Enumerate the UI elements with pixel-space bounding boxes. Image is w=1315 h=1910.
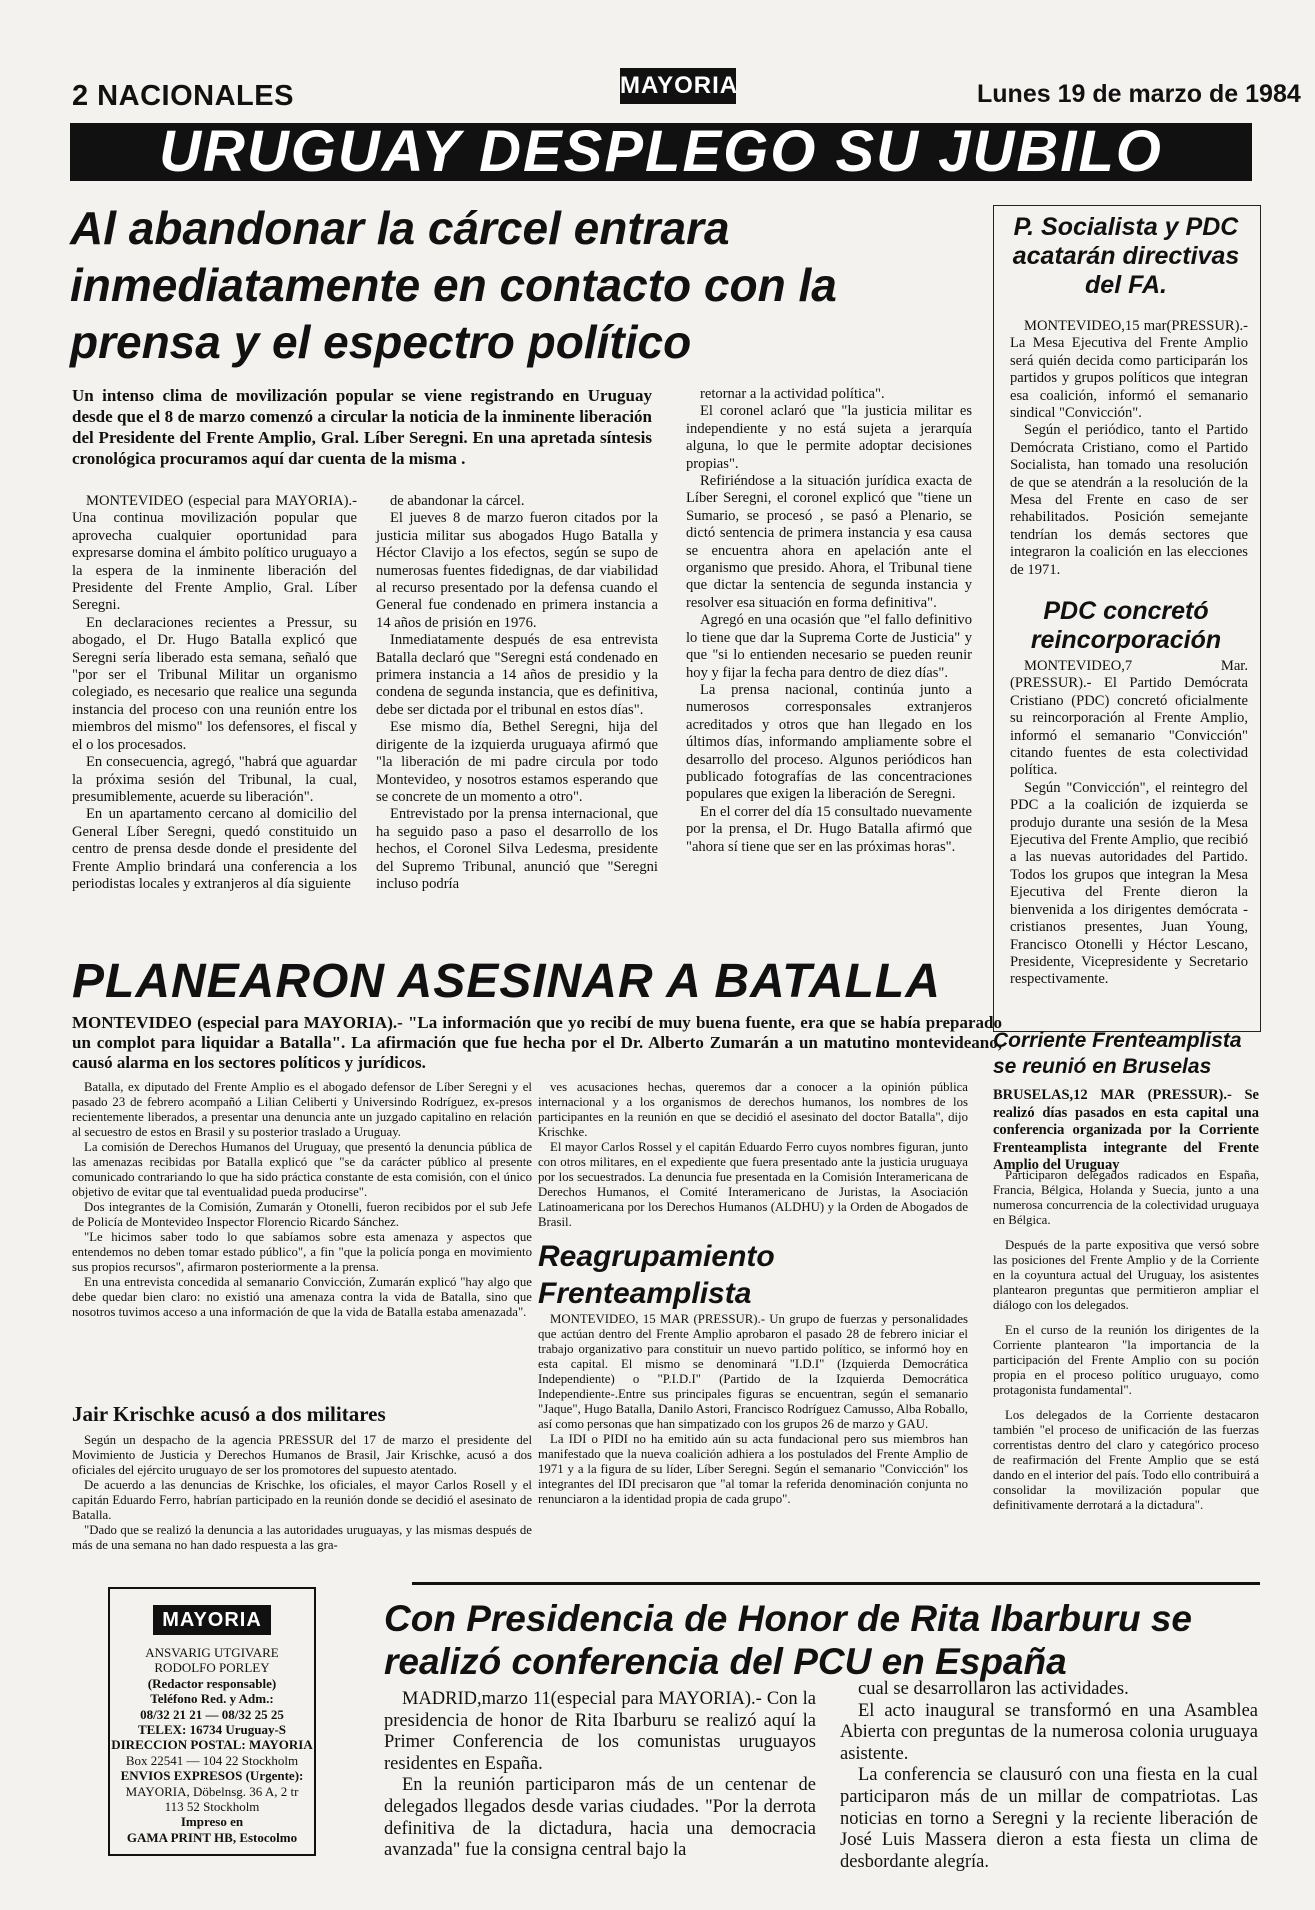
paragraph: Batalla, ex diputado del Frente Amplio es el abogado defensor de Líber Seregni y el pasado 23 de febrero acompañó a Lilian Celiberti y Universindo Rodríguez, ex-presos recientemente liberados, a presentar una denuncia ante un juzgado capitalino en relación al secuestro de estos en Brasil y su posterior traslado a Uruguay. [72,1080,532,1139]
paragraph: El mayor Carlos Rossel y el capitán Eduardo Ferro cuyos nombres figuran, junto con otros militares, en el expediente que fuera presentado ante la justicia uruguaya por los secuestrados. La denuncia fue presentada en la Comisión Interamericana de Derechos Humanos, el Comité Interamericano de Juristas, la Asociación Latinoamericana por los Derechos Humanos (ALDHU) y la Orden de Abogados de Brasil. [538,1140,968,1229]
box-line: GAMA PRINT HB, Estocolmo [126,1829,298,1845]
masthead-info-box [108,1587,316,1856]
sidebar-headline-2: PDC concretó reincorporación [1030,597,1222,654]
planearon-column-1 [72,1080,532,1320]
paragraph: En la reunión participaron más de un centenar de delegados llegados desde varias ciudades. "Por la derrota definitiva de la dictadura, hacia una democracia avanzada" fue la consigna central bajo la [384,1775,816,1861]
corriente-lead: BRUSELAS,12 MAR (PRESSUR).- Se realizó días pasados en esta capital una conferencia organizada por la Corriente Frenteamplista integrante del Frente Amplio del Uruguay [993,1087,1259,1173]
paragraph: Según un despacho de la agencia PRESSUR del 17 de marzo el presidente del Movimiento de Justicia y Derechos Humanos de Brasil, Jair Krischke, acusó a dos oficiales del ejército uruguayo de ser los promotores del supuesto atentado. [72,1433,532,1477]
box-line: DIRECCION POSTAL: MAYORIA [111,1737,313,1753]
paragraph: "Le hicimos saber todo lo que sabíamos sobre esta amenaza y aspectos que entendemos no deben tomar estado público", a fin "que la policía ponga en movimiento sus propios recursos", afirmaron posteriormente a la prensa. [72,1230,532,1274]
planearon-column-2 [538,1080,968,1230]
section-divider [412,1582,1260,1585]
paragraph: Según "Convicción", el reintegro del PDC a la coalición de izquierda se produjo durante una sesión de la Mesa Ejecutiva del Frente Amplio, que recibió a las nuevas autoridades del Partido. Todos los grupos que integran la Mesa Ejecutiva del Frente dieron la bienvenida a los dirigentes demócrata - cristianos presentes, Juan Young, Francisco Otonelli y Héctor Lescano, Presidente, Vicepresidente y Secretario respectivamente. [1010,779,1248,988]
paragraph: En un apartamento cercano al domicilio del General Líber Seregni, quedó constituido un centro de prensa desde donde el presidente del Frente Amplio brindará una conferencia a los periodistas locales y extranjeros al día siguiente [72,806,357,892]
paragraph: Después de la parte expositiva que versó sobre las posiciones del Frente Amplio y de la Corriente en la coyuntura actual del Uruguay, los asistentes plantearon preguntas que permitieron ampliar el diálogo con los delegados. [993,1238,1259,1312]
jair-headline: Jair Krischke acusó a dos militares [72,1402,386,1426]
pcu-column-1 [384,1689,816,1862]
paragraph: En una entrevista concedida al semanario Convicción, Zumarán explicó "hay algo que debe quedar bien claro: no existió una amenaza contra la vida de Batalla, sino que nosotros tuvimos acceso a una información de que la vida de Batalla estaba amenazada". [72,1275,532,1319]
main-headline: Al abandonar la cárcel entrara inmediatamente en contacto con la prensa y el espectro político [70,202,837,368]
box-line: 113 52 Stockholm [164,1799,260,1815]
main-column-3 [686,386,972,856]
box-line: 08/32 21 21 — 08/32 25 25 [140,1706,284,1722]
main-column-2 [376,493,658,893]
box-line: MAYORIA, Döbelnsg. 36 A, 2 tr [125,1783,299,1799]
paragraph: Entrevistado por la prensa internacional, que ha seguido paso a paso el desarrollo de los hechos, el Coronel Silva Ledesma, presidente del Supremo Tribunal, anunció que "Seregni incluso podría [376,806,658,892]
main-lead: Un intenso clima de movilización popular se viene registrando en Uruguay desde que el 8 de marzo comenzó a circular la noticia de la inminente liberación del Presidente del Frente Amplio, Gral. Líber Seregni. En una apretada síntesis cronológica procuramos aquí dar cuenta de la misma . [72,386,652,468]
main-column-1 [72,493,357,893]
paragraph: cual se desarrollaron las actividades. [858,1679,1129,1699]
box-logo: MAYORIA [153,1605,271,1635]
paragraph: La prensa nacional, continúa junto a numerosos corresponsales extranjeros acreditados y otros que han llegado en los últimos días, informando ampliamente sobre el desarrollo del proceso. Algunos periódicos han publicado fotografías de las concentraciones populares que exigen la liberación de Seregni. [686,681,972,803]
sidebar-body-1 [1010,318,1248,579]
paragraph: de abandonar la cárcel. [390,493,525,509]
corriente-headline: Corriente Frenteamplista se reunió en Bruselas [993,1029,1242,1078]
paragraph: Participaron delegados radicados en España, Francia, Bélgica, Holanda y Suecia, junto a una numerosa concurrencia de la colectividad uruguaya en Bélgica. [993,1168,1259,1227]
masthead-logo: MAYORIA [620,68,736,104]
sidebar-headline-1: P. Socialista y PDC acatarán directivas del FA. [1012,213,1240,299]
paragraph: Los delegados de la Corriente destacaron también "el proceso de unificación de las fuerzas correntistas dentro del claro y categórico proceso de reafirmación del Frente Amplio que se está dando en el interior del país. Todo ello contribuirá a consolidar la movilización popular que definitivamente derrotará a la dictadura". [993,1408,1259,1512]
paragraph: MONTEVIDEO, 15 MAR (PRESSUR).- Un grupo de fuerzas y personalidades que actúan dentro del Frente Amplio aprobaron el pasado 28 de febrero iniciar el trabajo organizativo para constituir un nuevo partido político, se informó hoy en esta capital. El mismo se denominará "I.D.I" (Izquierda Democrática Independiente) o "P.I.D.I" (Partido de la Izquierda Democrática Independiente-.Entre sus principales figuras se encuentran, según el semanario "Jaque", Hugo Batalla, Danilo Astori, Francisco Rodríguez Camusso, Alba Roballo, así como personas que han simpatizado con los grupos 26 de marzo y GAU. [538,1312,968,1431]
box-line: Box 22541 — 104 22 Stockholm [125,1752,299,1768]
box-line: (Redactor responsable) [147,1675,277,1691]
paragraph: La conferencia se clausuró con una fiesta en la cual participaron más de un millar de compatriotas. Las noticias en torno a Seregni y la reciente liberación de José Luis Massera dieron a esta fiesta un clima de desbordante alegría. [840,1765,1258,1872]
paragraph: MONTEVIDEO,15 mar(PRESSUR).- La Mesa Ejecutiva del Frente Amplio será quién decida como participarán los partidos y grupos políticos que integran esa coalición, informó el semanario sindical "Convicción". [1010,318,1248,422]
planearon-lead: MONTEVIDEO (especial para MAYORIA).- "La información que yo recibí de muy buena fuente, era que se había preparado un complot para liquidar a Batalla". La afirmación que fue hecha por el Dr. Alberto Zumarán a un matutino montevideano, causó alarma en los sectores políticos y jurídicos. [72,1013,1002,1072]
reagrupamiento-headline: Reagrupamiento Frenteamplista [538,1240,775,1310]
issue-date: Lunes 19 de marzo de 1984 [977,80,1301,108]
paragraph: La IDI o PIDI no ha emitido aún su acta fundacional pero sus miembros han manifestado que la nueva coalición adhiera a los postulados del Frente Amplio de 1971 y a la figura de su líder, Líber Seregni. Según el semanario "Convicción" los integrantes del IDI precisaron que "al tomar la referida denominación conjunta no renunciaron a la identidad propia de cada grupo". [538,1432,968,1506]
paragraph: De acuerdo a las denuncias de Krischke, los oficiales, el mayor Carlos Rosell y el capitán Eduardo Ferro, habrían participado en la reunión donde se decidió el asesinato de Batalla. [72,1478,532,1522]
box-line: Impreso en [180,1814,244,1830]
jair-body [72,1433,532,1553]
paragraph: MADRID,marzo 11(especial para MAYORIA).- Con la presidencia de honor de Rita Ibarburu se realizó aquí la Primer Conferencia de los comunistas uruguayos residentes en España. [384,1689,816,1774]
page-banner: URUGUAY DESPLEGO SU JUBILO [70,123,1252,181]
reagrupamiento-body [538,1312,968,1507]
pcu-headline: Con Presidencia de Honor de Rita Ibarburu se realizó conferencia del PCU en España [384,1598,1193,1682]
box-line: TELEX: 16734 Uruguay-S [137,1722,287,1738]
paragraph: En el correr del día 15 consultado nuevamente por la prensa, el Dr. Hugo Batalla afirmó que "ahora sí tiene que ser en las próximas horas". [686,803,972,855]
paragraph: Agregó en una ocasión que "el fallo definitivo lo tiene que dar la Suprema Corte de Justicia" y que "si lo entienden necesario se pueden reunir hoy y fijar la fecha para dentro de diez días". [686,612,972,681]
box-line: Teléfono Red. y Adm.: [150,1691,274,1707]
paragraph: Ese mismo día, Bethel Seregni, hija del dirigente de la izquierda uruguaya afirmó que "la liberación de mi padre circula por todo Montevideo, y nosotros estamos esperando que se concrete de un momento a otro". [376,719,658,805]
paragraph: Refiriéndose a la situación jurídica exacta de Líber Seregni, el coronel explicó que "tiene un Sumario, se procesó , se pasó a Plenario, se dictó sentencia de primera instancia y esa causa se encuentra ahora en apelación ante el organismo que presido. Ahora, el Tribunal tiene que dictar la sentencia de segunda instancia y resolver esa situación en forma definitiva". [686,473,972,611]
paragraph: MONTEVIDEO (especial para MAYORIA).-Una continua movilización popular que aprovecha cualquier oportunidad para expresarse domina el ámbito político uruguayo a la espera de la inminente liberación del Presidente del Frente Amplio, Gral. Líber Seregni. [72,493,357,614]
paragraph: En declaraciones recientes a Pressur, su abogado, el Dr. Hugo Batalla explicó que Seregni sería liberado esta semana, señaló que "por ser el Tribunal Militar un organismo colegiado, es necesario que realice una segunda instancia del proceso con una reunión entre los miembros del mismo" los defensores, el fiscal y el o los procesados. [72,614,357,753]
paragraph: En el curso de la reunión los dirigentes de la Corriente plantearon "la importancia de la participación del Frente Amplio con su poción propia en el proceso político uruguayo, como protagonista fundamental". [993,1323,1259,1397]
paragraph: El acto inaugural se transformó en una Asamblea Abierta con preguntas de la numerosa colonia uruguaya asistente. [840,1700,1258,1764]
corriente-body [993,1168,1259,1513]
paragraph: El coronel aclaró que "la justicia militar es independiente y no está sujeta a jerarquía alguna, lo que le permite adoptar decisiones propias". [686,403,972,472]
paragraph: ves acusaciones hechas, queremos dar a conocer a la opinión pública internacional y a los organismos de derechos humanos, los nombres de los participantes en la reunión en que se decidió el asesinato del doctor Batalla", dijo Krischke. [538,1080,968,1139]
box-line: ENVIOS EXPRESOS (Urgente): [120,1768,304,1784]
box-line: RODOLFO PORLEY [154,1660,270,1676]
box-line: ANSVARIG UTGIVARE [145,1645,279,1660]
pcu-column-2 [840,1679,1258,1873]
paragraph: En consecuencia, agregó, "habrá que aguardar la próxima sesión del Tribunal, la cual, presumiblemente, acuerde su liberación". [72,754,357,805]
paragraph: retornar a la actividad política". [700,386,885,402]
planearon-headline: PLANEARON ASESINAR A BATALLA [72,955,941,1008]
paragraph: Inmediatamente después de esa entrevista Batalla declaró que "Seregni está condenado en primera instancia a 14 años de presidio y la condena de segunda instancia, que es definitiva, debe ser dictada por el tribunal en estos días". [376,632,658,718]
paragraph: "Dado que se realizó la denuncia a las autoridades uruguayas, y las mismas después de más de una semana no han dado respuesta a las gra- [72,1523,532,1552]
paragraph: Dos integrantes de la Comisión, Zumarán y Otonelli, fueron recibidos por el sub Jefe de Policía de Montevideo Inspector Florencio Ricardo Sánchez. [72,1200,532,1229]
section-label: 2 NACIONALES [72,80,294,112]
paragraph: La comisión de Derechos Humanos del Uruguay, que presentó la denuncia pública de las amenazas recibidas por Batalla explicó que "se da carácter público al presente comunicado contrariando lo que ha sido práctica constante de esta comisión, con el único objetivo de evitar que tal eventualidad pueda producirse". [72,1140,532,1199]
paragraph: El jueves 8 de marzo fueron citados por la justicia militar sus abogados Hugo Batalla y Héctor Clavijo a los efectos, según se supo de numerosas fuentes fidedignas, de dar viabilidad al recurso presentado por la defensa cuando el General fue condenado en primera instancia a 14 años de prisión en 1976. [376,510,658,631]
paragraph: Según el periódico, tanto el Partido Demócrata Cristiano, como el Partido Socialista, han tomado una resolución de que se atendrán a la resolución de la Mesa del Frente en caso de ser rehabilitados. Posición semejante tendrían los demás sectores que integraron la coalición en las elecciones de 1971. [1010,422,1248,578]
paragraph: MONTEVIDEO,7 Mar. (PRESSUR).- El Partido Demócrata Cristiano (PDC) concretó oficialmente su reincorporación al Frente Amplio, informó el semanario "Convicción" citando fuentes de esta colectividad política. [1010,658,1248,779]
sidebar-body-2 [1010,658,1248,989]
